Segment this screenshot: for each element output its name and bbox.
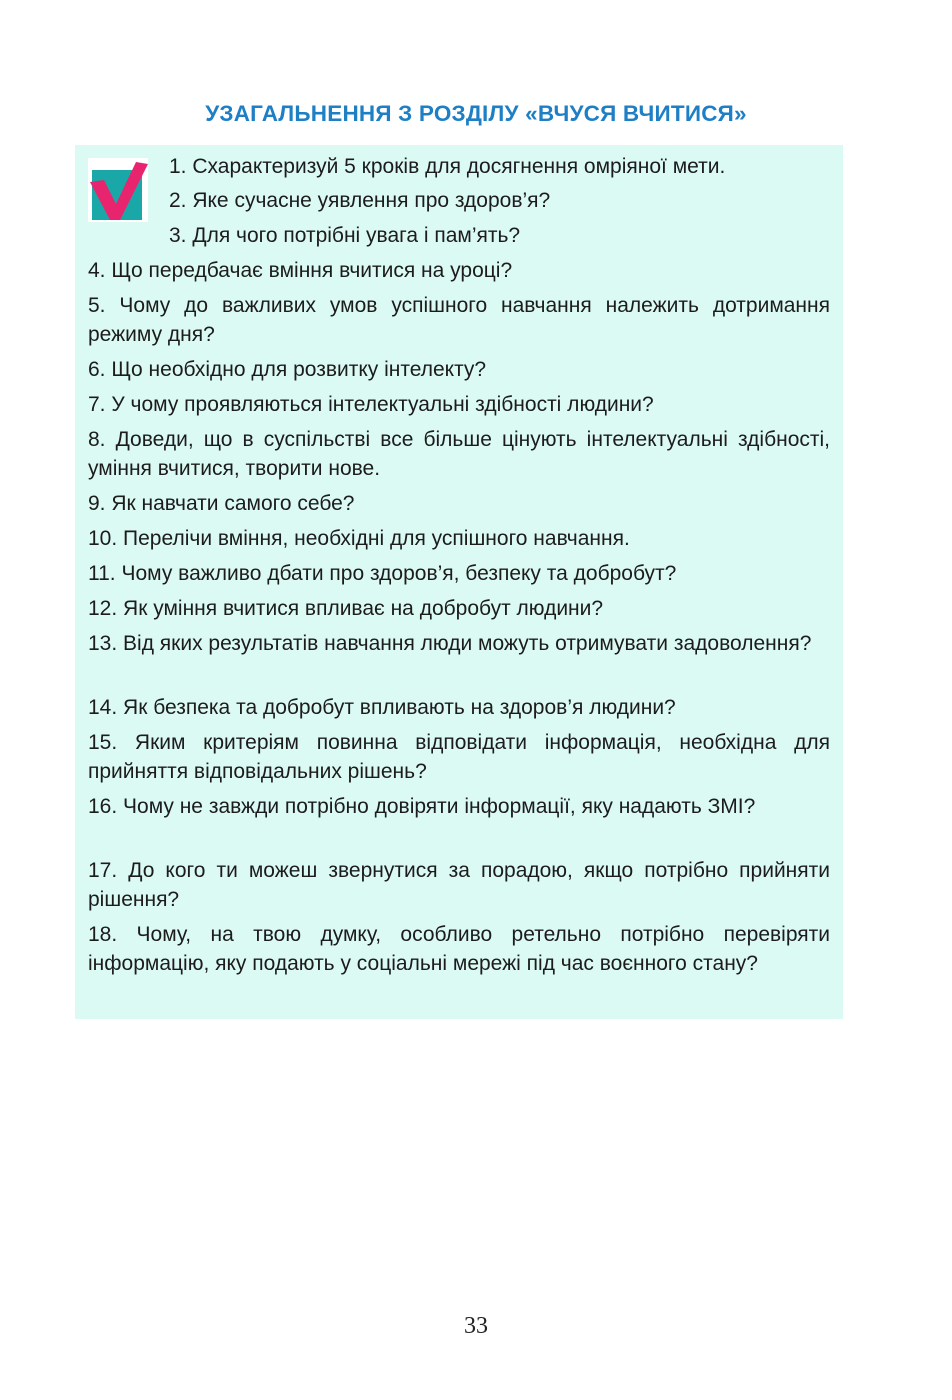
question-3: 3. Для чого потрібні увага і пам’ять? — [169, 224, 521, 247]
question-7: 7. У чому проявляються інтелектуальні здібності людини? — [88, 393, 654, 416]
question-8: 8. Доведи, що в суспільстві все більше цінують інтелектуальні здібності, уміння вчитися, творити нове. — [88, 428, 830, 480]
question-13: 13. Від яких результатів навчання люди можуть отримувати задоволення? — [88, 632, 812, 655]
section-title: УЗАГАЛЬНЕННЯ З РОЗДІЛУ «ВЧУСЯ ВЧИТИСЯ» — [205, 101, 747, 126]
question-6: 6. Що необхідно для розвитку інтелекту? — [88, 358, 487, 381]
question-4: 4. Що передбачає вміння вчитися на уроці? — [88, 259, 513, 282]
page-number: 33 — [464, 1313, 488, 1339]
question-5: 5. Чому до важливих умов успішного навчання належить дотримання режиму дня? — [88, 294, 830, 346]
question-15: 15. Яким критеріям повинна відповідати інформація, необхідна для прийняття відповідальних рішень? — [88, 731, 830, 783]
question-11: 11. Чому важливо дбати про здоров’я, безпеку та добробут? — [88, 562, 677, 585]
question-2: 2. Яке сучасне уявлення про здоров’я? — [169, 189, 551, 212]
checkmark-icon — [88, 158, 148, 222]
question-16: 16. Чому не завжди потрібно довіряти інформації, яку надають ЗМІ? — [88, 795, 756, 818]
question-18: 18. Чому, на твою думку, особливо ретельно потрібно перевіряти інформацію, яку подають у соціальні мережі під час воєнного стану? — [88, 923, 830, 975]
question-12: 12. Як уміння вчитися впливає на добробут людини? — [88, 597, 604, 620]
questions-box — [75, 145, 843, 1019]
question-1: 1. Схарактеризуй 5 кроків для досягнення омріяної мети. — [169, 155, 726, 178]
question-17: 17. До кого ти можеш звернутися за порадою, якщо потрібно прийняти рішення? — [88, 859, 830, 911]
question-14: 14. Як безпека та добробут впливають на здоров’я людини? — [88, 696, 676, 719]
question-10: 10. Перелічи вміння, необхідні для успішного навчання. — [88, 527, 630, 550]
question-9: 9. Як навчати самого себе? — [88, 492, 355, 515]
